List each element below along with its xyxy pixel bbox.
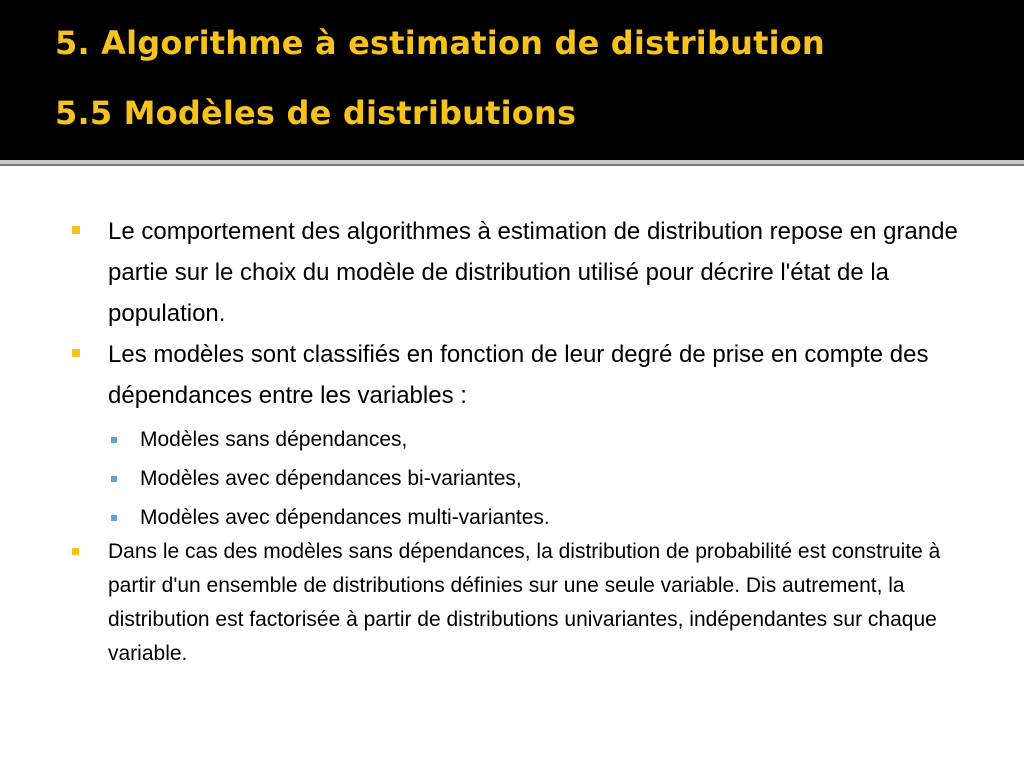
square-bullet-icon — [111, 437, 117, 443]
bullet-text: Le comportement des algorithmes à estimation de distribution repose en grande partie sur le choix du modèle de distribution utilisé pour décrire l'état de la population. — [108, 218, 958, 327]
square-bullet-icon — [111, 476, 117, 482]
square-bullet-icon — [72, 548, 79, 555]
sub-bullet-item — [70, 464, 970, 494]
sub-bullet-text: Modèles avec dépendances multi-variantes. — [140, 506, 550, 529]
slide-title: 5. Algorithme à estimation de distribution — [55, 24, 825, 62]
sub-bullet-item — [70, 425, 970, 455]
sub-bullet-text: Modèles sans dépendances, — [140, 428, 408, 451]
slide-subtitle: 5.5 Modèles de distributions — [55, 94, 577, 132]
bullet-item — [70, 535, 970, 671]
sub-bullet-text: Modèles avec dépendances bi-variantes, — [140, 467, 522, 490]
square-bullet-icon — [111, 515, 117, 521]
sub-bullet-item — [70, 503, 970, 533]
bullet-item — [70, 211, 970, 334]
square-bullet-icon — [72, 226, 80, 234]
square-bullet-icon — [72, 349, 80, 357]
title-bar — [0, 0, 1024, 160]
bullet-list — [70, 211, 970, 671]
bullet-text: Dans le cas des modèles sans dépendances, la distribution de probabilité est construite à partir d'un ensemble de distributions définies sur une seule variable. Dis autrement, la distribution est factorisée à partir de distributions univariantes, indépendantes sur chaque variable. — [108, 540, 941, 665]
bullet-item — [70, 334, 970, 416]
bullet-text: Les modèles sont classifiés en fonction de leur degré de prise en compte des dépendances entre les variables : — [108, 341, 929, 409]
title-divider-dark — [0, 164, 1024, 166]
